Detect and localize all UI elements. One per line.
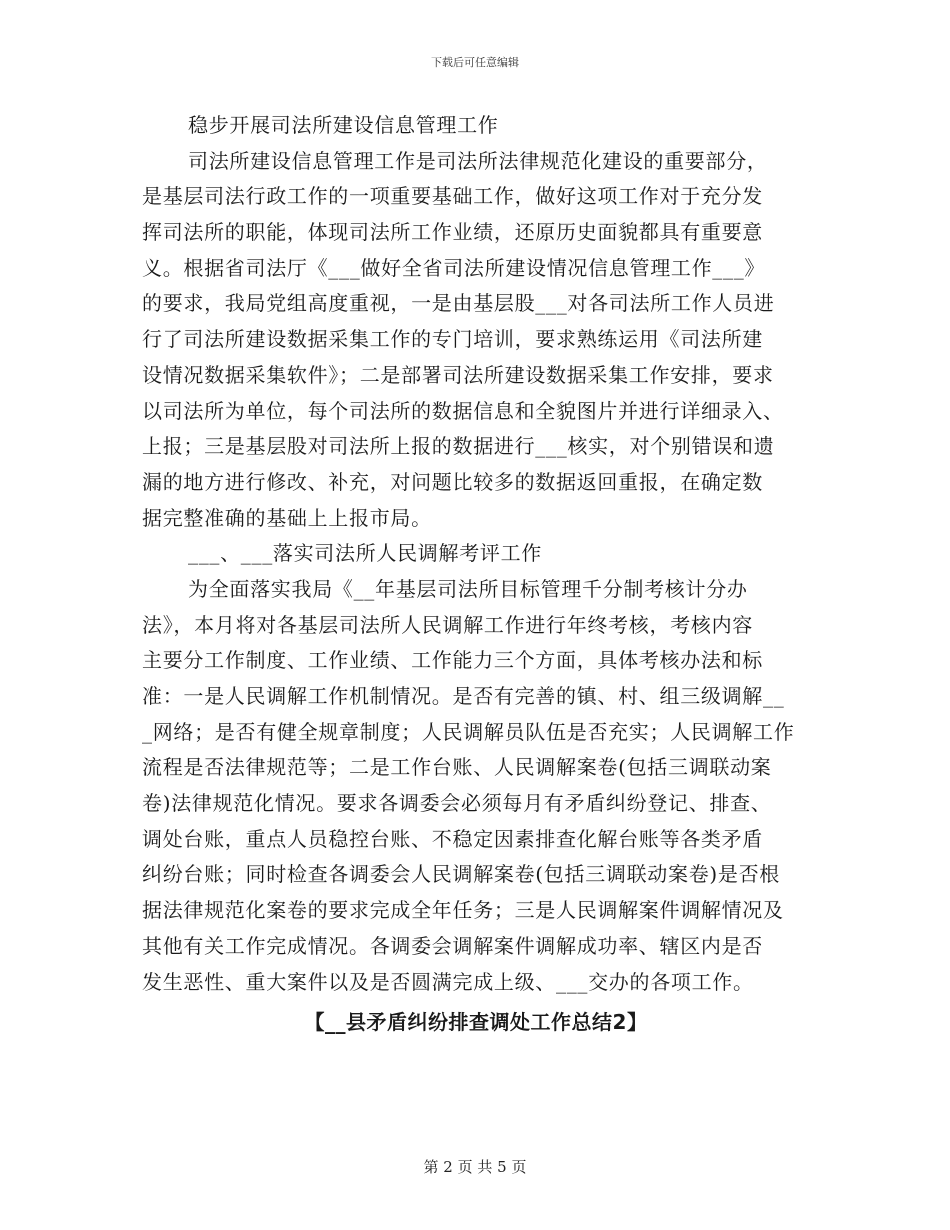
paragraph-line: 卷)法律规范化情况。要求各调委会必须每月有矛盾纠纷登记、排查、 (142, 791, 772, 816)
paragraph-line: 义。根据省司法厅《___做好全省司法所建设情况信息管理工作___》 (142, 255, 766, 280)
paragraph-line: 司法所建设信息管理工作是司法所法律规范化建设的重要部分， (188, 148, 768, 173)
document-body (142, 108, 810, 1042)
paragraph-line: 以司法所为单位，每个司法所的数据信息和全貌图片并进行详细录入、 (142, 398, 784, 423)
page-number: 第 2 页 共 5 页 (423, 1158, 527, 1176)
paragraph-line: 发生恶性、重大案件以及是否圆满完成上级、___交办的各项工作。 (142, 969, 754, 994)
paragraph-line: 纠纷台账；同时检查各调委会人民调解案卷(包括三调联动案卷)是否根 (142, 862, 781, 887)
paragraph-line: _网络；是否有健全规章制度；人民调解员队伍是否充实；人民调解工作 (142, 719, 795, 744)
paragraph-line: 流程是否法律规范等；二是工作台账、人民调解案卷(包括三调联动案 (142, 755, 772, 780)
paragraph-line: 行了司法所建设数据采集工作的专门培训，要求熟练运用《司法所建 (142, 327, 763, 352)
page-header: 下载后可任意编辑 (431, 56, 519, 69)
paragraph-line: 是基层司法行政工作的一项重要基础工作，做好这项工作对于充分发 (142, 184, 763, 209)
paragraph-line: 设情况数据采集软件》；二是部署司法所建设数据采集工作安排，要求 (142, 362, 774, 387)
paragraph-line: 调处台账，重点人员稳控台账、不稳定因素排查化解台账等各类矛盾 (142, 826, 763, 851)
paragraph-line: 的要求，我局党组高度重视，一是由基层股___对各司法所工作人员进 (142, 291, 775, 316)
paragraph-line: 为全面落实我局《__年基层司法所目标管理千分制考核计分办 (188, 576, 748, 601)
paragraph-line: 漏的地方进行修改、补充，对问题比较多的数据返回重报，在确定数 (142, 469, 763, 494)
paragraph-line: 挥司法所的职能，体现司法所工作业绩，还原历史面貌都具有重要意 (142, 220, 763, 245)
section-title: 【__县矛盾纠纷排查调处工作总结2】 (304, 1010, 648, 1035)
heading-info-management: 稳步开展司法所建设信息管理工作 (188, 113, 499, 137)
paragraph-line: 据完整准确的基础上上报市局。 (142, 505, 432, 530)
heading-mediation-evaluation: ___、___落实司法所人民调解考评工作 (188, 541, 542, 566)
paragraph-line: 准：一是人民调解工作机制情况。是否有完善的镇、村、组三级调解__ (142, 684, 785, 708)
paragraph-line: 据法律规范化案卷的要求完成全年任务；三是人民调解案件调解情况及 (142, 898, 784, 923)
paragraph-line: 其他有关工作完成情况。各调委会调解案件调解成功率、辖区内是否 (142, 933, 763, 958)
paragraph-line: 主要分工作制度、工作业绩、工作能力三个方面，具体考核办法和标 (142, 648, 763, 673)
paragraph-line: 上报；三是基层股对司法所上报的数据进行___核实，对个别错误和遗 (142, 434, 775, 459)
paragraph-line: 法》，本月将对各基层司法所人民调解工作进行年终考核，考核内容 (142, 612, 753, 637)
